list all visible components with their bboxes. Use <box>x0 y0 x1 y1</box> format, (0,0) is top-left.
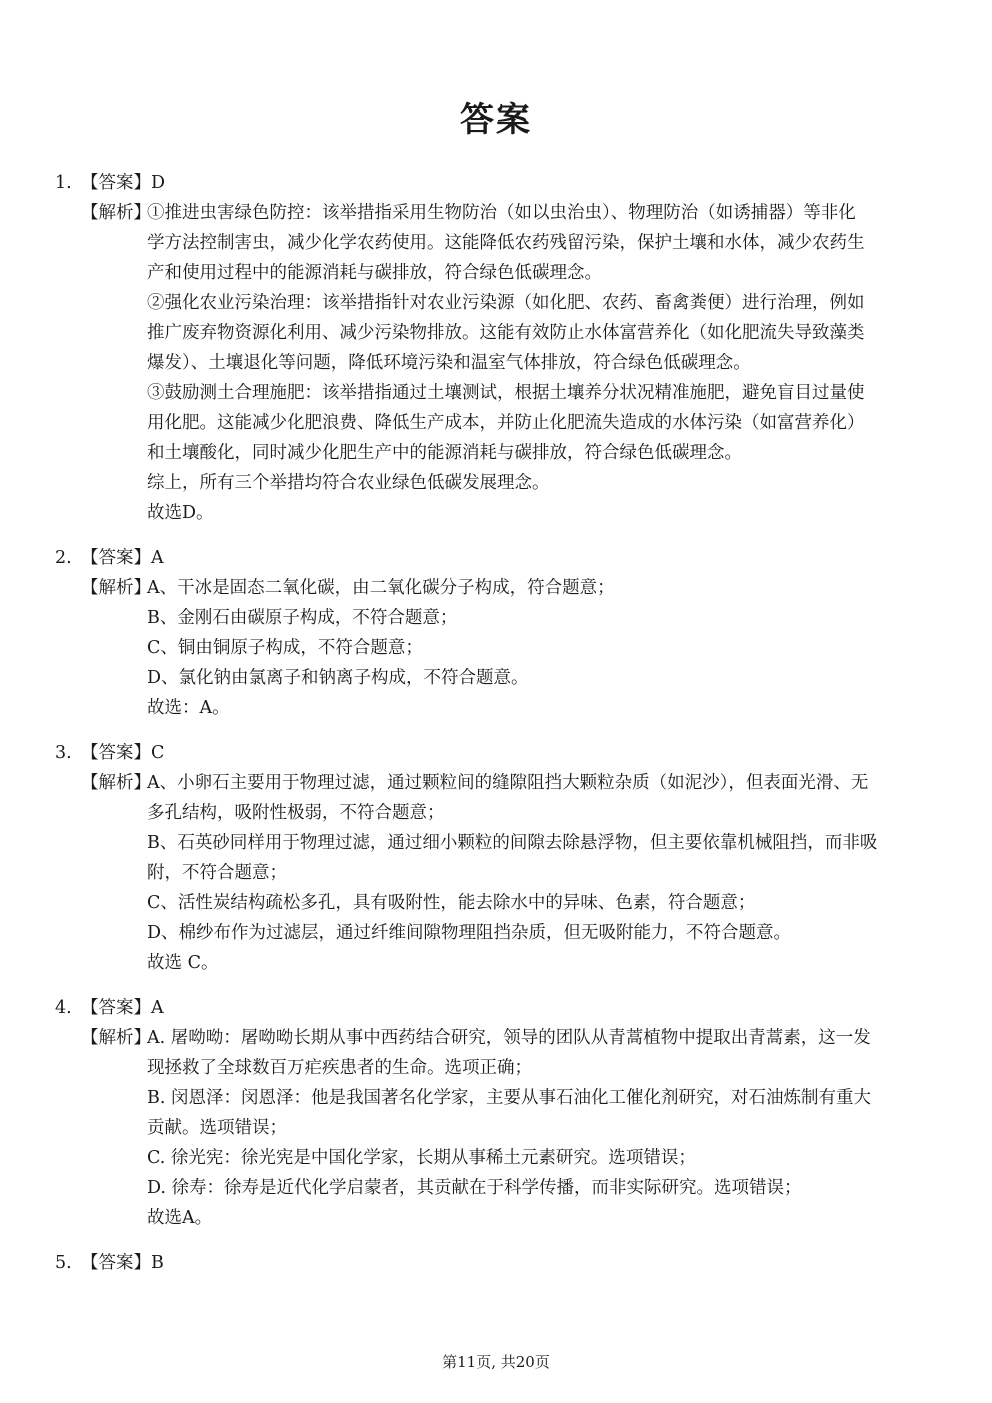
answer-value: C <box>151 743 165 763</box>
analysis-line: C、活性炭结构疏松多孔，具有吸附性，能去除水中的异味、色素，符合题意； <box>147 893 756 913</box>
answer-label: 【答案】 <box>81 548 151 568</box>
analysis-line: C、铜由铜原子构成，不符合题意； <box>147 638 423 658</box>
analysis-line: ③鼓励测土合理施肥：该举措指通过土壤测试，根据土壤养分状况精准施肥，避免盲目过量使 <box>147 383 865 403</box>
analysis-line: C. 徐光宪：徐光宪是中国化学家，长期从事稀土元素研究。选项错误； <box>147 1148 696 1168</box>
question-block <box>55 993 945 1233</box>
answer-list <box>55 168 945 1293</box>
analysis-label: 【解析】 <box>81 203 151 223</box>
question-block <box>55 543 945 723</box>
page-title: 答案 <box>460 100 532 140</box>
analysis-line: 产和使用过程中的能源消耗与碳排放，符合绿色低碳理念。 <box>147 263 602 283</box>
analysis-line: B、石英砂同样用于物理过滤，通过细小颗粒的间隙去除悬浮物，但主要依靠机械阻挡，而非吸 <box>147 833 878 853</box>
analysis-line: B、金刚石由碳原子构成，不符合题意； <box>147 608 458 628</box>
analysis-line: 附，不符合题意； <box>147 863 287 883</box>
page-footer: 第11页, 共20页 <box>442 1353 550 1371</box>
question-block <box>55 168 945 528</box>
analysis-line: 多孔结构，吸附性极弱，不符合题意； <box>147 803 445 823</box>
answer-label: 【答案】 <box>81 173 151 193</box>
answer-line <box>55 168 945 198</box>
answer-value: D <box>151 173 166 193</box>
analysis-line: D、氯化钠由氯离子和钠离子构成，不符合题意。 <box>147 668 529 688</box>
analysis-line: B. 闵恩泽：闵恩泽：他是我国著名化学家，主要从事石油化工催化剂研究，对石油炼制有重大 <box>147 1088 871 1108</box>
analysis-line: 故选D。 <box>147 503 214 523</box>
answer-line <box>55 543 945 573</box>
analysis-line: D、棉纱布作为过滤层，通过纤维间隙物理阻挡杂质，但无吸附能力，不符合题意。 <box>147 923 792 943</box>
analysis-line: 和土壤酸化，同时减少化肥生产中的能源消耗与碳排放，符合绿色低碳理念。 <box>147 443 742 463</box>
question-number: 4. <box>55 998 72 1018</box>
analysis-line: ②强化农业污染治理：该举措指针对农业污染源（如化肥、农药、畜禽粪便）进行治理，例如 <box>147 293 865 313</box>
analysis-line: 贡献。选项错误； <box>147 1118 287 1138</box>
analysis-line: 爆发）、土壤退化等问题，降低环境污染和温室气体排放，符合绿色低碳理念。 <box>147 353 751 373</box>
analysis-line: ①推进虫害绿色防控：该举措指采用生物防治（如以虫治虫）、物理防治（如诱捕器）等非化 <box>147 203 856 223</box>
analysis-line: A、干冰是固态二氧化碳，由二氧化碳分子构成，符合题意； <box>147 578 615 598</box>
analysis-section <box>55 573 945 723</box>
analysis-line: 推广废弃物资源化利用、减少污染物排放。这能有效防止水体富营养化（如化肥流失导致藻类 <box>147 323 865 343</box>
question-block <box>55 738 945 978</box>
question-block <box>55 1248 945 1278</box>
analysis-section <box>55 198 945 528</box>
answer-line <box>55 738 945 768</box>
answer-value: A <box>151 998 164 1018</box>
analysis-line: 综上，所有三个举措均符合农业绿色低碳发展理念。 <box>147 473 550 493</box>
question-number: 2. <box>55 548 72 568</box>
analysis-line: 故选 C。 <box>147 953 219 973</box>
answer-value: A <box>151 548 164 568</box>
answer-value: B <box>151 1253 164 1273</box>
analysis-label: 【解析】 <box>81 773 151 793</box>
question-number: 5. <box>55 1253 72 1273</box>
answer-label: 【答案】 <box>81 743 151 763</box>
analysis-line: 故选A。 <box>147 1208 213 1228</box>
analysis-label: 【解析】 <box>81 578 151 598</box>
question-number: 3. <box>55 743 72 763</box>
analysis-line: A、小卵石主要用于物理过滤，通过颗粒间的缝隙阻挡大颗粒杂质（如泥沙），但表面光滑、无 <box>147 773 869 793</box>
answer-line <box>55 993 945 1023</box>
answer-label: 【答案】 <box>81 1253 151 1273</box>
answer-line <box>55 1248 945 1278</box>
analysis-line: A. 屠呦呦：屠呦呦长期从事中西药结合研究，领导的团队从青蒿植物中提取出青蒿素，这一发 <box>147 1028 871 1048</box>
analysis-line: D. 徐寿：徐寿是近代化学启蒙者，其贡献在于科学传播，而非实际研究。选项错误； <box>147 1178 802 1198</box>
analysis-line: 故选：A。 <box>147 698 230 718</box>
analysis-section <box>55 1023 945 1233</box>
analysis-line: 学方法控制害虫，减少化学农药使用。这能降低农药残留污染，保护土壤和水体，减少农药生 <box>147 233 865 253</box>
analysis-line: 用化肥。这能减少化肥浪费、降低生产成本，并防止化肥流失造成的水体污染（如富营养化） <box>147 413 865 433</box>
analysis-section <box>55 768 945 978</box>
analysis-line: 现拯救了全球数百万疟疾患者的生命。选项正确； <box>147 1058 532 1078</box>
answer-label: 【答案】 <box>81 998 151 1018</box>
question-number: 1. <box>55 173 72 193</box>
analysis-label: 【解析】 <box>81 1028 151 1048</box>
